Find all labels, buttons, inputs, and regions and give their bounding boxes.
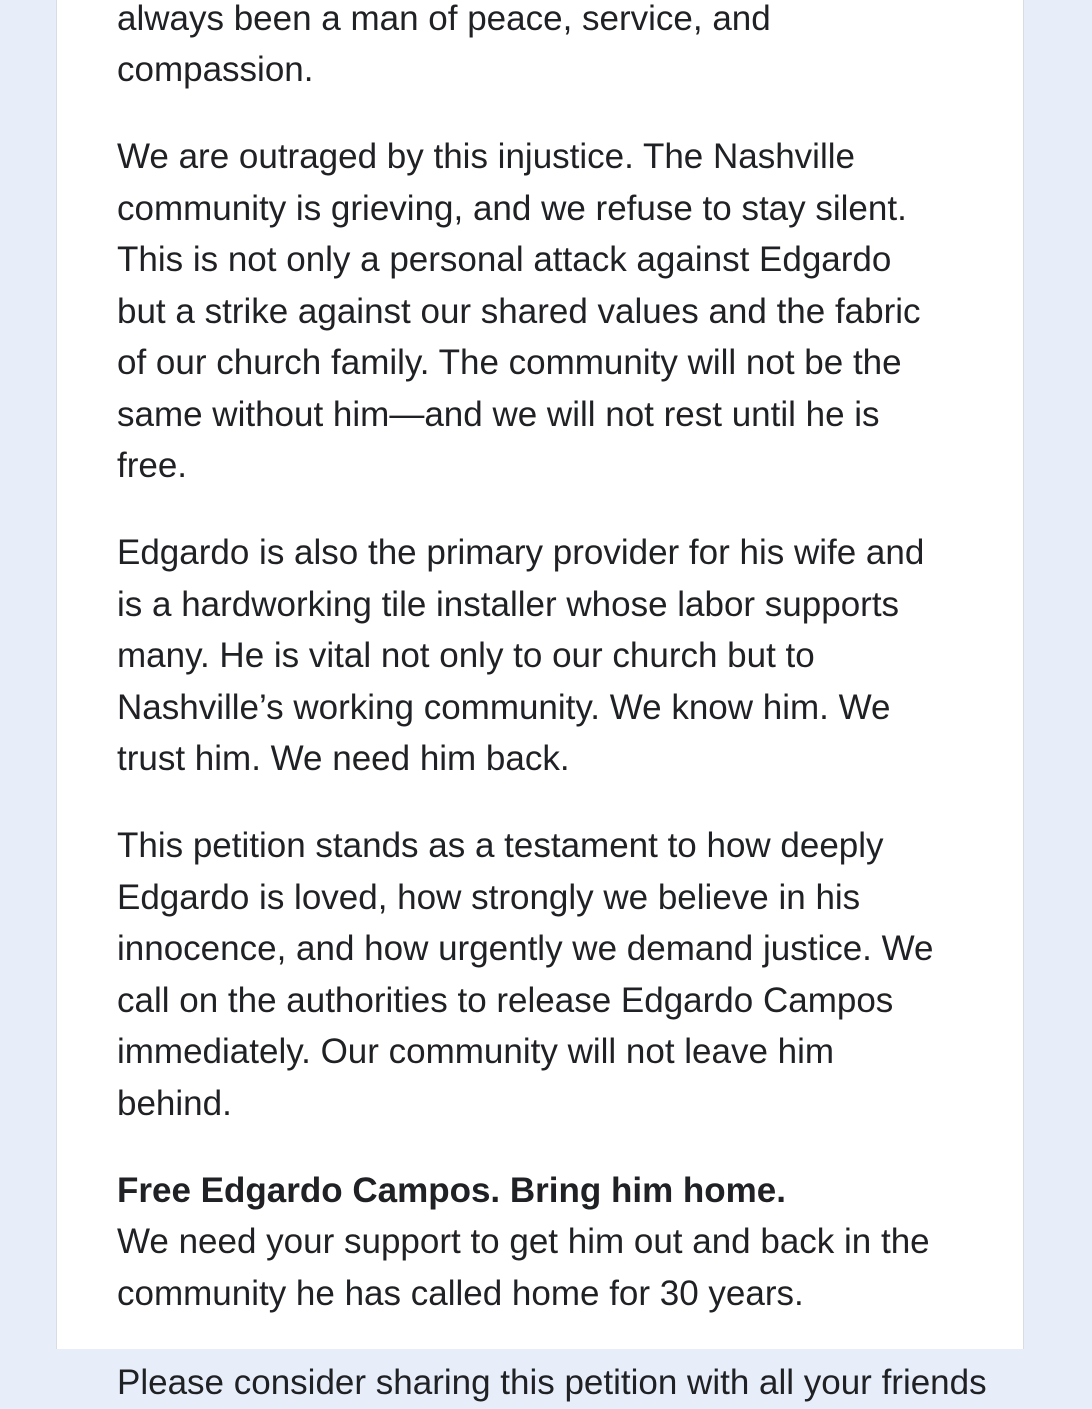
text-line: many. He is vital not only to our church but to [117, 636, 815, 675]
text-line: is a hardworking tile installer whose labor supports [117, 584, 900, 624]
paragraph-3 [117, 527, 967, 785]
text-line: community is grieving, and we refuse to stay silent. [117, 188, 907, 228]
post-body [117, 0, 987, 1402]
text-line: community he has called home for 30 years. [117, 1273, 804, 1313]
text-line: trust him. We need him back. [117, 739, 570, 778]
text-line: We need your support to get him out and back in the [117, 1222, 930, 1261]
text-line: always been a man of peace, service, and [117, 0, 771, 38]
text-line: same without him—and we will not rest until he is [117, 394, 880, 434]
text-line: Edgardo is also the primary provider for his wife and [117, 533, 925, 572]
text-line: but a strike against our shared values and the fabric [117, 291, 921, 331]
post-card [56, 0, 1024, 1402]
text-line: This is not only a personal attack against Edgardo [117, 240, 892, 279]
text-line: We are outraged by this injustice. The Nashville [117, 137, 855, 176]
text-line: call on the authorities to release Edgardo Campos [117, 980, 894, 1020]
closing-section [117, 1165, 987, 1402]
paragraph-2 [117, 131, 967, 492]
text-line: of our church family. The community will not be the [117, 343, 902, 382]
text-line: This petition stands as a testament to how deeply [117, 826, 884, 865]
paragraph-1 [117, 0, 967, 96]
text-line: Nashville’s working community. We know him. We [117, 687, 891, 727]
paragraph-4 [117, 820, 967, 1129]
text-line: Edgardo is loved, how strongly we believe in his [117, 877, 861, 917]
text-line: compassion. [117, 50, 314, 89]
closing-heading: Free Edgardo Campos. Bring him home. [117, 1170, 786, 1210]
text-line: immediately. Our community will not leave him [117, 1032, 835, 1071]
text-line: free. [117, 446, 188, 485]
cut-off-line [117, 1319, 987, 1402]
text-line: innocence, and how urgently we demand justice. We [117, 929, 934, 968]
cut-off-text: Please consider sharing this petition with all your friends [117, 1363, 987, 1402]
text-line: behind. [117, 1083, 232, 1123]
